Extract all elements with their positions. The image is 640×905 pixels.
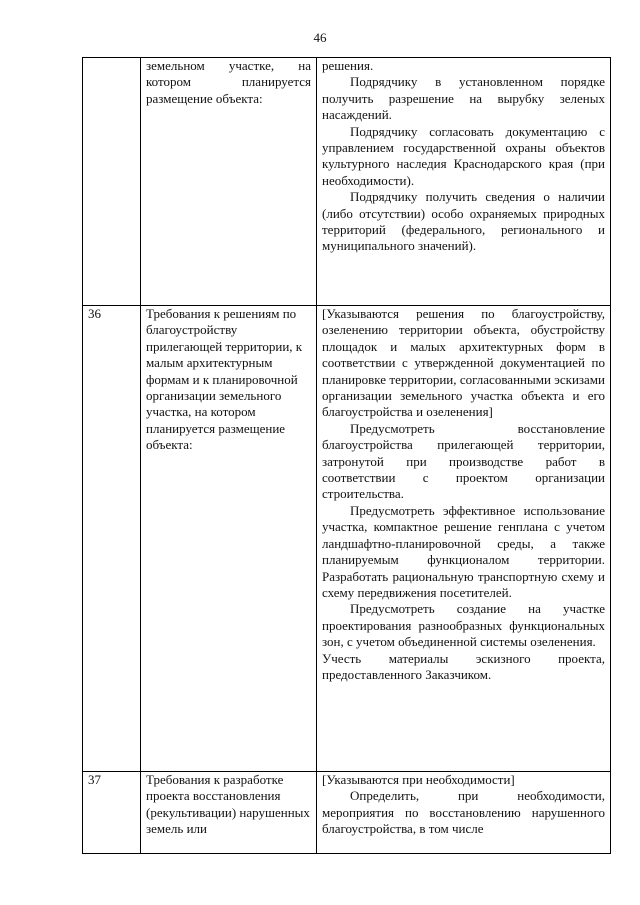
- table-row: [83, 772, 611, 854]
- requirements-table: [82, 57, 611, 854]
- row-number: [83, 58, 141, 306]
- content-cell: [317, 772, 611, 854]
- requirement-cell: Требования к разработке проекта восстановления (рекультивации) нарушенных земель или: [141, 772, 317, 854]
- paragraph: Учесть материалы эскизного проекта, предоставленного Заказчиком.: [322, 650, 605, 682]
- row-number: 36: [83, 306, 141, 772]
- paragraph: Подрядчику получить сведения о наличии (либо отсутствии) особо охраняемых природных территорий (федерального, регионального и муниципального значений).: [322, 189, 605, 254]
- requirement-cell: Требования к решениям по благоустройству прилегающей территории, к малым архитектурным формам и к планировочной организации земельного участка, на котором планируется размещение объекта:: [141, 306, 317, 772]
- content-cell: [317, 58, 611, 306]
- paragraph: [Указываются при необходимости]: [322, 772, 515, 787]
- paragraph: Подрядчику в установленном порядке получить разрешение на вырубку зеленых насаждений.: [322, 74, 605, 123]
- paragraph: Определить, при необходимости, мероприятия по восстановлению нарушенного благоустройства, в том числе: [322, 788, 605, 837]
- paragraph: Подрядчику согласовать документацию с управлением государственной охраны объектов культурного наследия Краснодарского края (при необходимости).: [322, 123, 605, 188]
- requirement-cell: земельном участке, на котором планируется размещение объекта:: [141, 58, 317, 306]
- table-row: [83, 58, 611, 306]
- row-number: 37: [83, 772, 141, 854]
- paragraph: Предусмотреть создание на участке проектирования разнообразных функциональных зон, с учетом объединенной системы озеленения.: [322, 601, 605, 650]
- paragraph: решения.: [322, 58, 374, 73]
- page-number: 46: [313, 30, 327, 45]
- table-row: [83, 306, 611, 772]
- paragraph: [Указываются решения по благоустройству, озеленению территории объекта, обустройству площадок и малых архитектурных форм в соответствии с утвержденной документацией по планировке территории, согласованными эскизами организации земельного участка объекта и его благоустройства и озеленения]: [322, 306, 605, 420]
- paragraph: Предусмотреть эффективное использование участка, компактное решение генплана с учетом ландшафтно-планировочной среды, а также планируемым функционалом территории. Разработать рациональную транспортную схему и схему передвижения посетителей.: [322, 502, 605, 600]
- content-cell: [317, 306, 611, 772]
- paragraph: Предусмотреть восстановление благоустройства прилегающей территории, затронутой при производстве работ в соответствии с проектом организации строительства.: [322, 420, 605, 502]
